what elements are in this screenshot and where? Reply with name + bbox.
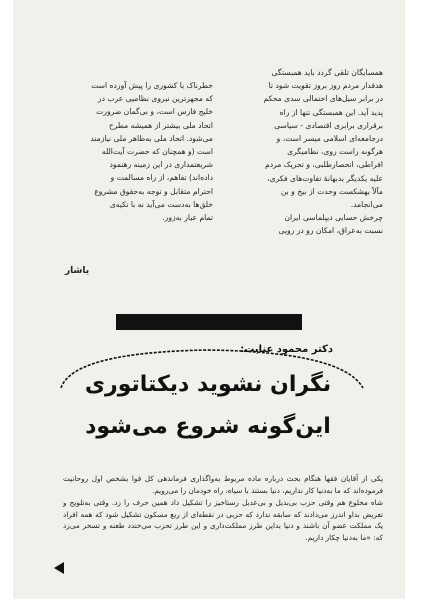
column-line: خطرناک با کشوری را پیش آورده است xyxy=(91,81,213,90)
column-line: تمام عیار به‌زور. xyxy=(162,213,213,223)
column-line: در برابر سیل‌های احتمالی سدی محکم xyxy=(263,94,383,104)
column-line: است (و همچنان که حضرت آیت‌الله xyxy=(101,147,213,157)
article-body xyxy=(63,473,383,545)
column-line: هرگونه راست روی، نظامیگری xyxy=(287,147,383,157)
column-line: چرخش حسابی دیپلماسی ایران xyxy=(284,213,383,223)
column-line: هدفدار مردم روز بروز تقویت شود تا xyxy=(268,81,383,91)
column-line: شریعتمداری در این زمینه رهنمود xyxy=(109,160,213,170)
column-line: همسایگان تلقی گردد باید همبستگی xyxy=(271,68,383,77)
column-line: برقراری برابری اقتصادی - سیاسی xyxy=(274,120,383,130)
signature: یاشار xyxy=(65,266,90,276)
column-line: مآلاً بهشکست وحدت از بیخ و بن xyxy=(280,186,383,196)
column-line: افراطی، انحصارطلبی، و تحریک مردم xyxy=(265,160,383,170)
column-line: درجامعه‌ای اسلامی میسر است، و xyxy=(276,134,383,144)
column-line: می‌انجامد. xyxy=(350,200,383,210)
redaction-bar xyxy=(116,314,302,330)
body-paragraph: شاه مخلوع هم وقتی حزب بی‌بدیل و بی‌عدیل رستاخیز را تشکیل داد همین حرف را زد. وقتی به‌تلویح و تعریض بداو اندرز می‌دادند که سابقه ندارد که حزبی در نقطه‌ای از ربع مسکون تشکیل شود که همه افراد یک مملکت عضو آن باشند و دنیا بداین طرز مملکت‌داری و این طرز تحزب می‌خندد طعنه و تسخر می‌زد که: «ما به‌دنیا چکار داریم. xyxy=(63,498,383,542)
column-line: اتحاد ملی بیشتر از همیشه مطرح xyxy=(108,120,213,130)
column-line: خلیج فارس است، و بی‌گمان ضرورت xyxy=(96,107,213,117)
article-column-right xyxy=(223,66,383,238)
column-line: داده‌اند) تفاهم، از راه مسالمت و xyxy=(110,173,213,183)
newspaper-page xyxy=(13,0,405,599)
article-column-left xyxy=(65,79,213,224)
column-line: خلق‌ها به‌دست می‌آید نه با تکیه‌ی xyxy=(109,199,213,209)
column-line: که مجهزترین نیروی نظامیی عرب در xyxy=(97,94,213,104)
column-line: پدید آید. این همبستگی تنها از راه xyxy=(279,107,383,117)
headline-line-2: این‌گونه شروع می‌شود xyxy=(85,414,331,439)
column-line: علیه یکدیگر بدبهانهٔ تفاوت‌های فکری، xyxy=(267,173,383,183)
column-line: می‌شود. اتحاد ملی به‌ظاهر ملی نیازمند xyxy=(90,133,213,143)
body-paragraph: یکی از آقایان فقها هنگام بحث درباره ماده مربوط به‌واگذاری فرماندهی کل قوا بشخص اول روحانیت فرموده‌اند که ما به‌دنیا کار نداریم، دنیا بستند با سیاه، راه خودمان را می‌رویم. xyxy=(63,474,383,495)
author-name: دکتر محمود عنایت: xyxy=(240,344,333,355)
continue-arrow-icon xyxy=(54,562,64,574)
column-line: نسبت به‌عراق، امکان رو در رویی xyxy=(278,226,383,236)
headline-line-1: نگران نشوید دیکتاتوری xyxy=(84,372,332,397)
column-line: احترام متقابل و توجه به‌حقوق مشروع xyxy=(94,186,213,196)
